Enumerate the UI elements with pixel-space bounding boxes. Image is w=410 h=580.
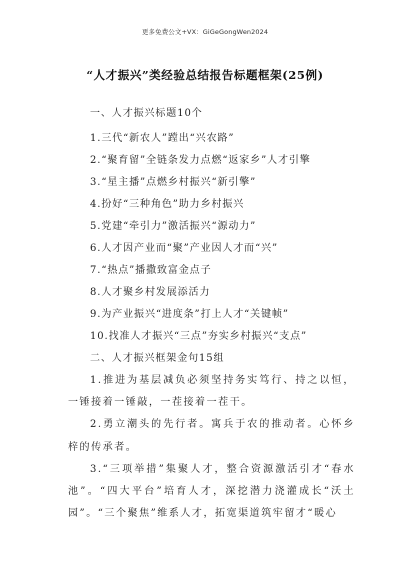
- section-heading: 二、人才振兴框架金句15组: [90, 353, 225, 364]
- list-item: 7.“热点”播撒致富金点子: [90, 265, 212, 276]
- document-title: “人才振兴”类经验总结报告标题框架(25例): [86, 68, 324, 82]
- paragraph: 2.勇立潮头的先行者。寓兵于农的推动者。心怀乡梓的传承者。: [68, 419, 355, 453]
- list-item: 8.人才聚乡村发展添活力: [90, 287, 211, 298]
- section-heading: 一、人才振兴标题10个: [90, 108, 203, 119]
- list-item: 6.人才因产业而“聚”产业因人才而“兴”: [90, 243, 278, 254]
- list-item: 9.为产业振兴“进度条”打上人才“关键帧”: [90, 309, 289, 320]
- list-item: 5.党建“牵引力”激活振兴“源动力”: [90, 221, 257, 232]
- header-note: 更多免费公文+VX：GiGeGongWen2024: [141, 28, 269, 36]
- list-item: 2.“聚育留”全链条发力点燃“返家乡”人才引擎: [90, 155, 311, 166]
- document-body: [68, 103, 355, 525]
- list-item: 10.找准人才振兴“三点”夯实乡村振兴“支点”: [90, 331, 308, 342]
- paragraph: 1.推进为基层减负必须坚持务实笃行、持之以恒，一锤接着一锤敲，一茬接着一茬干。: [68, 375, 355, 409]
- list-item: 3.“星主播”点燃乡村振兴“新引擎”: [90, 177, 257, 188]
- paragraph: 3.“三项举措”集聚人才，整合资源激活引才“春水池”。“四大平台”培育人才，深挖潜力浇灌成长“沃土园”。“三个聚焦”维系人才，拓宽渠道筑牢留才“暖心: [68, 463, 355, 520]
- list-item: 1.三代“新农人”蹚出“兴农路”: [90, 133, 235, 144]
- list-item: 4.扮好“三种角色”助力乡村振兴: [90, 199, 245, 210]
